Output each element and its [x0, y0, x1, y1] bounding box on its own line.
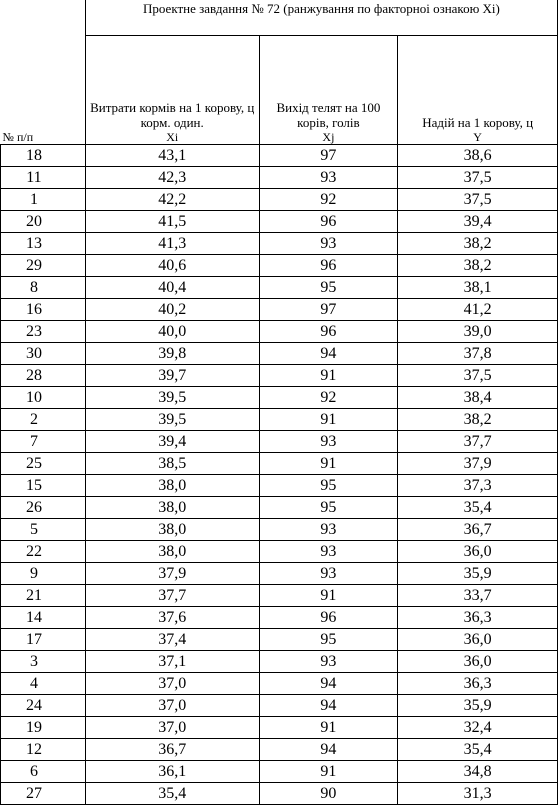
symbol-row	[1, 130, 558, 145]
header-xi: Витрати кормів на 1 корову, ц корм. один.	[85, 36, 259, 131]
table-row	[1, 695, 558, 717]
table-row	[1, 167, 558, 189]
milk-yield-cell: 38,2	[398, 233, 558, 255]
row-number-cell: 14	[1, 607, 86, 629]
calf-yield-cell: 91	[259, 365, 398, 387]
table-row	[1, 519, 558, 541]
symbol-xi: Хі	[85, 130, 259, 145]
calf-yield-cell: 94	[259, 739, 398, 761]
calf-yield-cell: 90	[259, 783, 398, 805]
milk-yield-cell: 37,8	[398, 343, 558, 365]
calf-yield-cell: 93	[259, 167, 398, 189]
calf-yield-cell: 92	[259, 387, 398, 409]
table-row	[1, 673, 558, 695]
table-row	[1, 563, 558, 585]
feed-cost-cell: 40,2	[85, 299, 259, 321]
table-row	[1, 299, 558, 321]
row-number-cell: 26	[1, 497, 86, 519]
table-row	[1, 277, 558, 299]
table-row	[1, 497, 558, 519]
feed-cost-cell: 37,6	[85, 607, 259, 629]
feed-cost-cell: 37,4	[85, 629, 259, 651]
milk-yield-cell: 36,0	[398, 541, 558, 563]
table-row	[1, 739, 558, 761]
row-number-cell: 10	[1, 387, 86, 409]
symbol-xj: Хj	[259, 130, 398, 145]
milk-yield-cell: 35,4	[398, 739, 558, 761]
calf-yield-cell: 97	[259, 145, 398, 167]
header-xj: Вихід телят на 100 корів, голів	[259, 36, 398, 131]
feed-cost-cell: 41,3	[85, 233, 259, 255]
milk-yield-cell: 35,9	[398, 695, 558, 717]
feed-cost-cell: 38,5	[85, 453, 259, 475]
row-number-cell: 7	[1, 431, 86, 453]
header-n: № п/п	[1, 130, 86, 145]
milk-yield-cell: 38,2	[398, 409, 558, 431]
milk-yield-cell: 33,7	[398, 585, 558, 607]
calf-yield-cell: 91	[259, 585, 398, 607]
calf-yield-cell: 96	[259, 211, 398, 233]
row-number-cell: 16	[1, 299, 86, 321]
row-number-cell: 4	[1, 673, 86, 695]
milk-yield-cell: 36,3	[398, 607, 558, 629]
table-row	[1, 145, 558, 167]
feed-cost-cell: 39,7	[85, 365, 259, 387]
milk-yield-cell: 36,7	[398, 519, 558, 541]
row-number-cell: 25	[1, 453, 86, 475]
table-row	[1, 585, 558, 607]
feed-cost-cell: 37,1	[85, 651, 259, 673]
milk-yield-cell: 37,5	[398, 167, 558, 189]
table-row	[1, 761, 558, 783]
feed-cost-cell: 42,3	[85, 167, 259, 189]
row-number-cell: 8	[1, 277, 86, 299]
feed-cost-cell: 39,5	[85, 409, 259, 431]
row-number-cell: 15	[1, 475, 86, 497]
feed-cost-cell: 37,9	[85, 563, 259, 585]
milk-yield-cell: 41,2	[398, 299, 558, 321]
feed-cost-cell: 43,1	[85, 145, 259, 167]
milk-yield-cell: 39,0	[398, 321, 558, 343]
table-row	[1, 343, 558, 365]
calf-yield-cell: 97	[259, 299, 398, 321]
feed-cost-cell: 35,4	[85, 783, 259, 805]
calf-yield-cell: 95	[259, 277, 398, 299]
calf-yield-cell: 93	[259, 519, 398, 541]
calf-yield-cell: 93	[259, 563, 398, 585]
feed-cost-cell: 36,1	[85, 761, 259, 783]
feed-cost-cell: 38,0	[85, 519, 259, 541]
table-title: Проектне завдання № 72 (ранжування по факторноі ознакою Хі)	[85, 0, 557, 36]
row-number-cell: 30	[1, 343, 86, 365]
row-number-cell: 18	[1, 145, 86, 167]
header-y: Надій на 1 корову, ц	[398, 36, 558, 131]
symbol-y: Y	[398, 130, 558, 145]
calf-yield-cell: 96	[259, 607, 398, 629]
row-number-cell: 21	[1, 585, 86, 607]
row-number-cell: 12	[1, 739, 86, 761]
table-row	[1, 189, 558, 211]
milk-yield-cell: 38,1	[398, 277, 558, 299]
calf-yield-cell: 92	[259, 189, 398, 211]
table-row	[1, 475, 558, 497]
milk-yield-cell: 36,3	[398, 673, 558, 695]
calf-yield-cell: 91	[259, 453, 398, 475]
milk-yield-cell: 36,0	[398, 651, 558, 673]
feed-cost-cell: 37,0	[85, 695, 259, 717]
milk-yield-cell: 36,0	[398, 629, 558, 651]
milk-yield-cell: 37,3	[398, 475, 558, 497]
calf-yield-cell: 93	[259, 651, 398, 673]
row-number-cell: 29	[1, 255, 86, 277]
milk-yield-cell: 35,9	[398, 563, 558, 585]
calf-yield-cell: 93	[259, 233, 398, 255]
feed-cost-cell: 37,0	[85, 717, 259, 739]
calf-yield-cell: 93	[259, 541, 398, 563]
milk-yield-cell: 37,5	[398, 189, 558, 211]
calf-yield-cell: 91	[259, 717, 398, 739]
milk-yield-cell: 39,4	[398, 211, 558, 233]
feed-cost-cell: 40,4	[85, 277, 259, 299]
row-number-cell: 22	[1, 541, 86, 563]
row-number-cell: 17	[1, 629, 86, 651]
table-row	[1, 607, 558, 629]
milk-yield-cell: 38,6	[398, 145, 558, 167]
row-number-cell: 19	[1, 717, 86, 739]
table-row	[1, 211, 558, 233]
feed-cost-cell: 40,6	[85, 255, 259, 277]
row-number-cell: 5	[1, 519, 86, 541]
row-number-cell: 24	[1, 695, 86, 717]
table-row	[1, 255, 558, 277]
row-number-cell: 28	[1, 365, 86, 387]
milk-yield-cell: 37,9	[398, 453, 558, 475]
feed-cost-cell: 37,0	[85, 673, 259, 695]
table-row	[1, 717, 558, 739]
table-row	[1, 365, 558, 387]
title-row	[1, 0, 558, 36]
feed-cost-cell: 38,0	[85, 541, 259, 563]
feed-cost-cell: 39,5	[85, 387, 259, 409]
feed-cost-cell: 40,0	[85, 321, 259, 343]
row-number-cell: 2	[1, 409, 86, 431]
feed-cost-cell: 39,4	[85, 431, 259, 453]
table-row	[1, 629, 558, 651]
calf-yield-cell: 91	[259, 409, 398, 431]
row-number-cell: 23	[1, 321, 86, 343]
row-number-cell: 9	[1, 563, 86, 585]
calf-yield-cell: 91	[259, 761, 398, 783]
row-number-cell: 20	[1, 211, 86, 233]
feed-cost-cell: 36,7	[85, 739, 259, 761]
feed-cost-cell: 38,0	[85, 497, 259, 519]
milk-yield-cell: 37,7	[398, 431, 558, 453]
table-row	[1, 453, 558, 475]
feed-cost-cell: 42,2	[85, 189, 259, 211]
milk-yield-cell: 31,3	[398, 783, 558, 805]
feed-cost-cell: 38,0	[85, 475, 259, 497]
table-row	[1, 321, 558, 343]
table-row	[1, 431, 558, 453]
calf-yield-cell: 94	[259, 695, 398, 717]
table-row	[1, 783, 558, 805]
calf-yield-cell: 95	[259, 475, 398, 497]
row-number-cell: 11	[1, 167, 86, 189]
milk-yield-cell: 34,8	[398, 761, 558, 783]
row-number-cell: 6	[1, 761, 86, 783]
milk-yield-cell: 35,4	[398, 497, 558, 519]
table-row	[1, 409, 558, 431]
feed-cost-cell: 37,7	[85, 585, 259, 607]
calf-yield-cell: 93	[259, 431, 398, 453]
milk-yield-cell: 32,4	[398, 717, 558, 739]
feed-cost-cell: 39,8	[85, 343, 259, 365]
table-row	[1, 541, 558, 563]
calf-yield-cell: 96	[259, 255, 398, 277]
table-row	[1, 233, 558, 255]
calf-yield-cell: 94	[259, 343, 398, 365]
table-body	[1, 0, 558, 805]
calf-yield-cell: 95	[259, 629, 398, 651]
milk-yield-cell: 37,5	[398, 365, 558, 387]
table-row	[1, 387, 558, 409]
calf-yield-cell: 95	[259, 497, 398, 519]
header-row	[1, 36, 558, 131]
calf-yield-cell: 96	[259, 321, 398, 343]
row-number-cell: 13	[1, 233, 86, 255]
row-number-cell: 1	[1, 189, 86, 211]
milk-yield-cell: 38,2	[398, 255, 558, 277]
row-number-cell: 27	[1, 783, 86, 805]
feed-cost-cell: 41,5	[85, 211, 259, 233]
row-number-cell: 3	[1, 651, 86, 673]
milk-yield-cell: 38,4	[398, 387, 558, 409]
table-row	[1, 651, 558, 673]
calf-yield-cell: 94	[259, 673, 398, 695]
